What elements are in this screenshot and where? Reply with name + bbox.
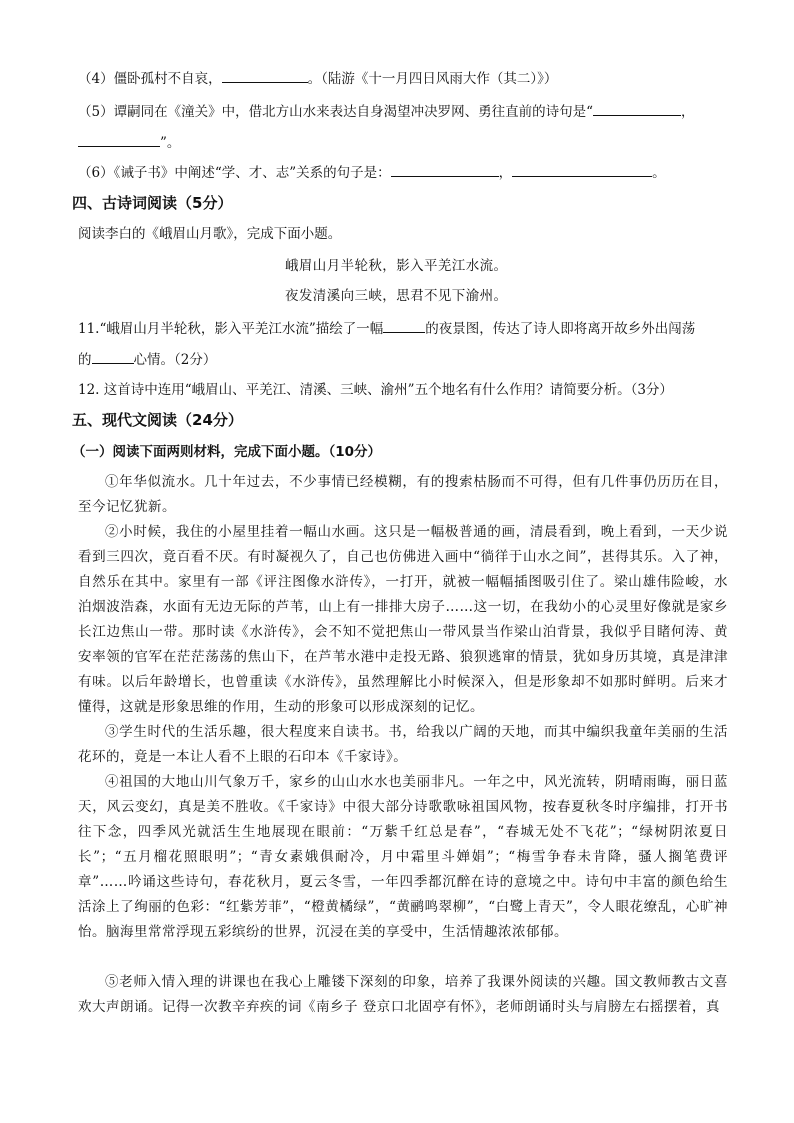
section-4-intro: 阅读李白的《峨眉山月歌》，完成下面小题。 bbox=[78, 226, 342, 242]
question-5-line2 bbox=[78, 132, 180, 153]
question-11-line1 bbox=[78, 318, 695, 339]
answer-blank[interactable] bbox=[78, 132, 160, 147]
question-11-line2 bbox=[78, 349, 216, 370]
question-11-text: 11.“峨眉山月半轮秋，影入平羌江水流”描绘了一幅 bbox=[78, 321, 384, 337]
question-6-prefix: （6）《诫子书》中阐述“学、才、志”关系的句子是： bbox=[78, 165, 391, 181]
question-12: 12. 这首诗中连用“峨眉山、平羌江、清溪、三峡、渝州”五个地名有什么作用？请简要分析。（3分） bbox=[78, 382, 673, 398]
poem-line-1: 峨眉山月半轮秋，影入平羌江水流。 bbox=[285, 258, 508, 274]
paragraph-2: ②小时候，我住的小屋里挂着一幅山水画。这只是一幅极普通的画，清晨看到，晚上看到，一天少说看到三四次，竟百看不厌。有时凝视久了，自己也仿佛进入画中“徜徉于山水之间”，甚得其乐。入了神，自然乐在其中。家里有一部《评注图像水浒传》，一打开，就被一幅幅插图吸引住了。梁山雄伟险峻，水泊烟波浩森，水面有无边无际的芦苇，山上有一排排大房子……这一切，在我幼小的心灵里好像就是家乡长江边焦山一带。那时读《水浒传》，会不知不觉把焦山一带风景当作梁山泊背景，我似乎目睹何涛、黄安率领的官军在茫茫荡荡的焦山下，在芦苇水港中走投无路、狼狈逃窜的情景，犹如身历其境，真是津津有味。以后年龄增长，也曾重读《水浒传》，虽然理解比小时候深入，但是形象却不如那时鲜明。后来才懂得，这就是形象思维的作用，生动的形象可以形成深刻的记忆。 bbox=[78, 524, 728, 715]
section-5-subtitle: （一）阅读下面两则材料，完成下面小题。（10分） bbox=[72, 444, 382, 460]
question-4-prefix: （4）僵卧孤村不自哀， bbox=[78, 71, 222, 87]
paragraph-3: ③学生时代的生活乐趣，很大程度来自读书。书，给我以广阔的天地，而其中编织我童年美丽的生活花环的，竟是一本让人看不上眼的石印本《千家诗》。 bbox=[78, 724, 728, 765]
question-6-end: 。 bbox=[652, 165, 666, 181]
question-6 bbox=[78, 162, 666, 183]
question-5-suffix: ”。 bbox=[160, 135, 181, 151]
answer-blank[interactable] bbox=[92, 349, 134, 364]
poem-line-2: 夜发清溪向三峡，思君不见下渝州。 bbox=[285, 288, 508, 304]
paragraph-4: ④祖国的大地山川气象万千，家乡的山山水水也美丽非凡。一年之中，风光流转，阴晴雨晦，丽日蓝天，风云变幻，真是美不胜收。《千家诗》中很大部分诗歌歌咏祖国风物，按春夏秋冬时序编排，打开书往下念，四季风光就活生生地展现在眼前：“万紫千红总是春”，“春城无处不飞花”；“绿树阴浓夏日长”；“五月榴花照眼明”；“青女素娥俱耐冷，月中霜里斗婵娟”；“梅雪争春未肯降，骚人搁笔费评章”……吟诵这些诗句，春花秋月，夏云冬雪，一年四季都沉醉在诗的意境之中。诗句中丰富的颜色给生活涂上了绚丽的色彩：“红紫芳菲”，“橙黄橘绿”，“黄鹂鸣翠柳”，“白鹭上青天”，令人眼花缭乱，心旷神怡。脑海里常常浮现五彩缤纷的世界，沉浸在美的享受中，生活情趣浓浓郁郁。 bbox=[78, 774, 728, 940]
question-11-text-cont: 的夜景图，传达了诗人即将离开故乡外出闯荡 bbox=[425, 321, 696, 337]
paragraph-1: ①年华似流水。几十年过去，不少事情已经模糊，有的搜索枯肠而不可得，但有几件事仍历历在目，至今记忆犹新。 bbox=[78, 474, 728, 515]
question-6-comma: ， bbox=[498, 165, 513, 181]
answer-blank[interactable] bbox=[593, 101, 681, 116]
answer-blank[interactable] bbox=[391, 162, 499, 177]
answer-blank[interactable] bbox=[383, 318, 425, 333]
question-11-text-end: 心情。（2分） bbox=[133, 352, 217, 368]
section-5-title: 五、现代文阅读（24分） bbox=[72, 411, 243, 429]
question-4 bbox=[78, 68, 557, 89]
paragraph-5: ⑤老师入情入理的讲课也在我心上雕镂下深刻的印象，培养了我课外阅读的兴趣。国文教师教古文喜欢大声朗诵。记得一次教辛弃疾的词《南乡子 登京口北固亭有怀》，老师朗诵时头与肩膀左右摇摆着，真 bbox=[78, 974, 728, 1015]
question-5-line1 bbox=[78, 101, 695, 122]
question-5-text: （5）谭嗣同在《潼关》中，借北方山水来表达自身渴望冲决罗网、勇往直前的诗句是“ bbox=[78, 104, 593, 120]
answer-blank[interactable] bbox=[222, 68, 308, 83]
answer-blank[interactable] bbox=[512, 162, 652, 177]
section-4-title: 四、古诗词阅读（5分） bbox=[72, 194, 233, 212]
question-11-text-de: 的 bbox=[78, 352, 92, 368]
question-4-suffix: 。（陆游《十一月四日风雨大作（其二）》） bbox=[307, 71, 558, 87]
question-5-comma: ， bbox=[681, 104, 695, 120]
